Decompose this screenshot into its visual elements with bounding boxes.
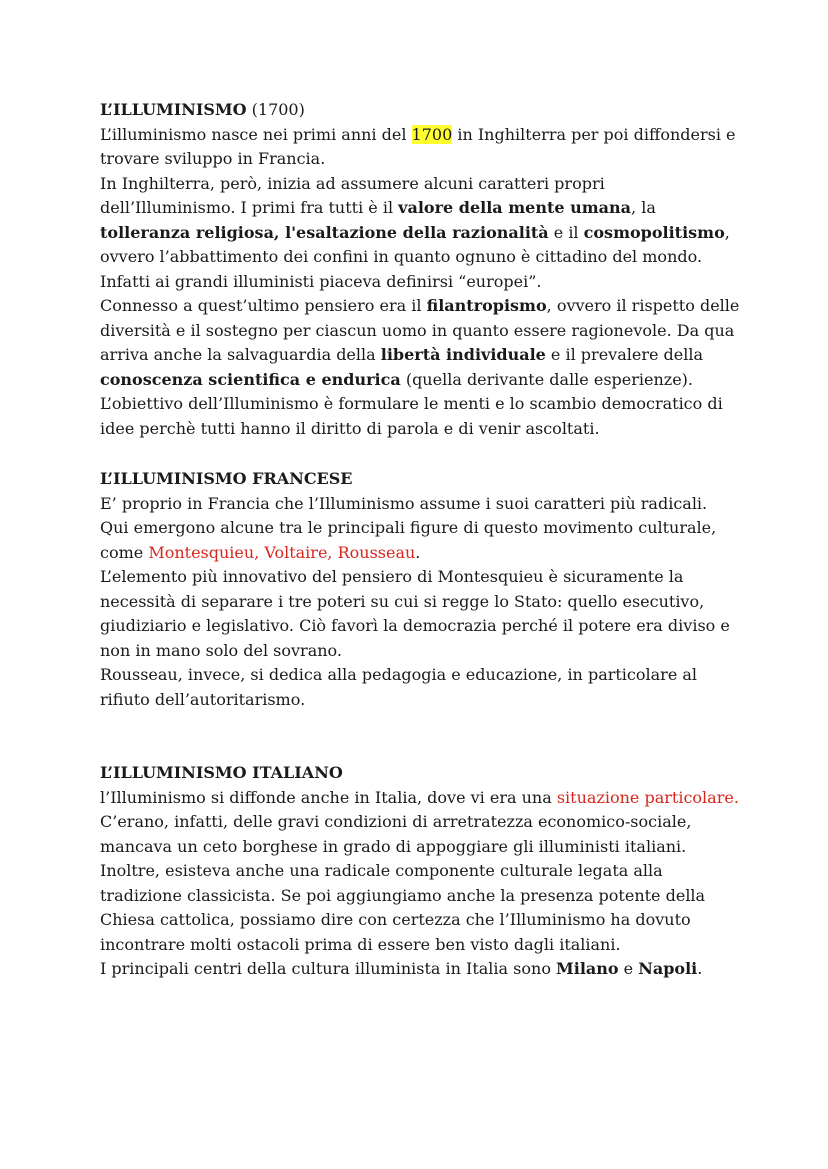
text-run: in Inghilterra per poi diffondersi e trovare sviluppo in Francia. xyxy=(100,124,736,168)
paragraph xyxy=(100,663,740,712)
text-run: E’ proprio in Francia che l’Illuminismo assume i suoi caratteri più radicali. Qui emergono alcune tra le principali figure di questo movimento culturale, come xyxy=(100,493,717,562)
heading-date: (1700) xyxy=(246,100,305,119)
bold-term: conoscenza scientifica e endurica xyxy=(100,369,401,389)
section-illuminismo xyxy=(100,98,740,441)
text-run: Rousseau, invece, si dedica alla pedagogia e educazione, in particolare al rifiuto dell’autoritarismo. xyxy=(100,665,698,709)
text-run: (quella derivante dalle esperienze). xyxy=(400,369,694,389)
heading-text: L’ILLUMINISMO ITALIANO xyxy=(100,763,343,782)
paragraph xyxy=(100,172,740,295)
text-run: I principali centri della cultura illuminista in Italia sono xyxy=(100,959,557,978)
text-run: L’illuminismo nasce nei primi anni del xyxy=(100,124,412,144)
bold-term: cosmopolitismo xyxy=(583,222,725,242)
paragraph xyxy=(100,786,740,958)
paragraph xyxy=(100,294,740,392)
text-run: l’Illuminismo si diffonde anche in Italia, dove vi era una xyxy=(100,787,557,807)
text-run: , ovvero il rispetto delle diversità e il sostegno per ciascun uomo in quanto essere ragionevole. Da qua arriva anche la salvaguardia della xyxy=(100,296,740,364)
bold-city: Napoli xyxy=(638,959,698,978)
text-run: In Inghilterra, però, inizia ad assumere alcuni caratteri propri dell’Illuminismo. I primi fra tutti è il xyxy=(100,173,605,217)
heading-text: L’ILLUMINISMO FRANCESE xyxy=(100,469,353,488)
text-run: Connesso a quest’ultimo pensiero era il xyxy=(100,296,427,315)
bold-term: filantropismo xyxy=(426,296,547,315)
section-illuminismo-italiano xyxy=(100,761,740,982)
text-run: L’elemento più innovativo del pensiero di Montesquieu è sicuramente la necessità di separare i tre poteri su cui si regge lo Stato: quello esecutivo, giudiziario e legislativo. Ciò favorì la democrazia perché il potere era diviso e non in mano solo del sovrano. xyxy=(100,567,730,660)
text-run: , la xyxy=(631,198,656,217)
text-run: e il prevalere della xyxy=(545,345,704,364)
paragraph xyxy=(100,392,740,441)
text-run: C’erano, infatti, delle gravi condizioni di arretratezza economico-sociale, mancava un ceto borghese in grado di appoggiare gli illuministi italiani. Inoltre, esisteva anche una radicale componente culturale legata alla tradizione classicista. Se poi aggiungiamo anche la presenza potente della Chiesa cattolica, possiamo dire con certezza che l’Illuminismo ha dovuto incontrare molti ostacoli prima di essere ben visto dagli italiani. xyxy=(100,812,706,954)
section-heading xyxy=(100,98,740,123)
text-run: . xyxy=(415,542,421,562)
text-run: . xyxy=(697,959,703,978)
text-run: e il xyxy=(548,222,584,242)
bold-term: tolleranza religiosa, l'esaltazione della razionalità xyxy=(100,222,549,242)
section-heading xyxy=(100,467,740,492)
text-run: , ovvero l’abbattimento dei confini in quanto ognuno è cittadino del mondo. Infatti ai grandi illuministi piaceva definirsi “europei”. xyxy=(100,222,730,291)
paragraph xyxy=(100,123,740,172)
bold-term: valore della mente umana xyxy=(398,198,632,217)
red-names: Montesquieu, Voltaire, Rousseau xyxy=(148,542,416,562)
highlighted-year: 1700 xyxy=(411,124,453,144)
red-phrase: situazione particolare. xyxy=(556,787,739,807)
bold-term: libertà individuale xyxy=(380,345,546,364)
section-heading xyxy=(100,761,740,786)
paragraph xyxy=(100,957,740,982)
bold-city: Milano xyxy=(556,959,619,978)
section-illuminismo-francese xyxy=(100,467,740,712)
text-run: L’obiettivo dell’Illuminismo è formulare le menti e lo scambio democratico di idee perchè tutti hanno il diritto di parola e di venir ascoltati. xyxy=(100,394,723,438)
text-run: e xyxy=(618,959,639,978)
heading-text: L’ILLUMINISMO xyxy=(100,100,247,119)
paragraph xyxy=(100,492,740,566)
paragraph xyxy=(100,565,740,663)
